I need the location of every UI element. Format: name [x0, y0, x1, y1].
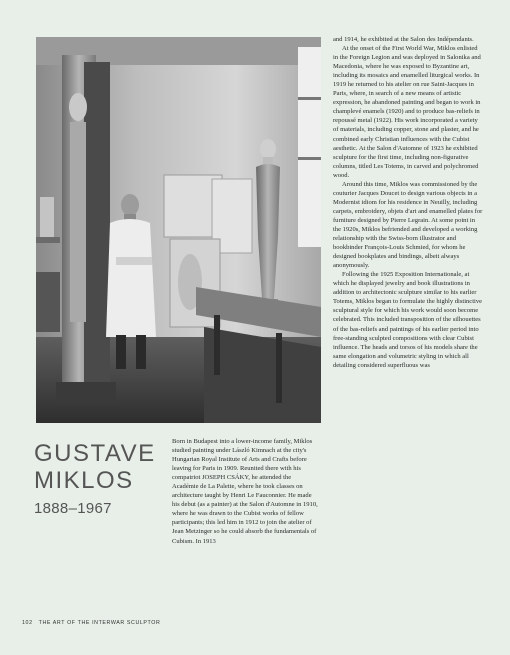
running-title: THE ART OF THE INTERWAR SCULPTOR [38, 620, 161, 626]
page-number: 102 [22, 620, 33, 626]
photo-image [36, 37, 321, 423]
paragraph: and 1914, he exhibited at the Salon des Indépendants. [333, 36, 474, 43]
bottom-text-column [172, 437, 318, 546]
atelier-photograph [36, 37, 321, 423]
page-footer [22, 620, 160, 626]
artist-last-name: MIKLOS [34, 467, 134, 494]
paragraph: Born in Budapest into a lower-income family, Miklos studied painting under László Kimnach at the city's Hungarian Royal Institute of Arts and Crafts before leaving for Paris in 1909. Reunited there with his compatriot JOSEPH CSÁKY, he attended the Académie de La Palette, where he took classes on architecture taught by Henri Le Fauconnier. He made his debut (as a painter) at the Salon d'Automne in 1910, where he was drawn to the Cubist works of fellow participants; this led him in 1912 to join the atelier of Jean Metzinger so he could absorb the fundamentals of Cubism. In 1913 [172, 438, 318, 545]
paragraph: At the onset of the First World War, Miklos enlisted in the Foreign Legion and was deployed in Salonika and Macedonia, where he was exposed to Byzantine art, including its mosaics and enamelled liturgical works. In 1919 he returned to his atelier on rue Saint-Jacques in Paris, where, in search of a new means of artistic expression, he abandoned painting and began to work in champlevé enamels (1920) and to produce bas-reliefs in repoussé metal (1922). His work incorporated a variety of materials, including copper, stone and plaster, and he combined early Christian influences with the Cubist aesthetic. At the Salon d'Automne of 1923 he exhibited sculpture for the first time, including non-figurative columns, titled Les Totems, in carved and polychromed wood. [333, 45, 481, 179]
paragraph: Following the 1925 Exposition Internationale, at which he displayed jewelry and book illustrations in addition to architectonic sculpture similar to his earlier Totems, Miklos began to formulate the highly distinctive sculptural style for which his work would soon become celebrated. This included transposition of the silhouettes of the bas-reliefs and paintings of his earlier period into free-standing sculpted compositions with clear Cubist influence. The heads and torsos of his models share the same elongation and volumetric styling in which all detailing considered superfluous was [333, 271, 483, 369]
right-text-column [333, 35, 483, 370]
paragraph: Around this time, Miklos was commissioned by the couturier Jacques Doucet to design various objects in a Modernist idiom for his residence in Neuilly, including carpets, embroidery, objets d'art and enamelled plates for furniture designed by Pierre Legrain. At some point in the 1920s, Miklos befriended and developed a working relationship with the Swiss-born illustrator and bookbinder François-Louis Schmied, for whom he designed bookplates and bindings, albeit always anonymously. [333, 180, 483, 270]
artist-life-dates: 1888–1967 [34, 500, 112, 517]
artist-first-name: GUSTAVE [34, 440, 156, 467]
artist-heading [34, 440, 156, 519]
